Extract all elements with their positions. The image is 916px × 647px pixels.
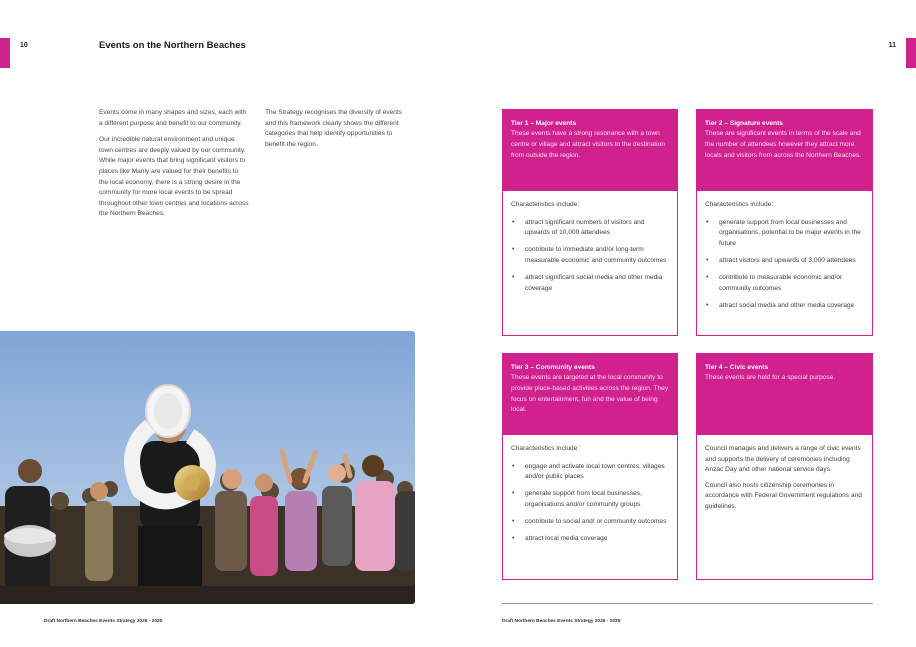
list-item: • attract local media coverage bbox=[511, 534, 669, 545]
intro-paragraph-2: Our incredible natural environment and unique town centres are deeply valued by our community. While major events that bring significant visitors to places like Manly are valued for their benefits to the local economy, there is a strong desire in the community for more local events to be spread throughout other town centres and locations across the Northern Beaches. bbox=[99, 136, 249, 218]
page-title: Events on the Northern Beaches bbox=[99, 40, 246, 51]
tier-2-lead: Characteristics include: bbox=[705, 201, 774, 208]
tier-1-body bbox=[503, 191, 677, 294]
intro-column-1 bbox=[99, 108, 249, 226]
intro-paragraph-1: Events come in many shapes and sizes, each with a different purpose and benefit to our community. bbox=[99, 109, 247, 127]
tier-4-header bbox=[697, 354, 872, 435]
tier-2-card bbox=[696, 109, 873, 336]
page-tab-right bbox=[906, 38, 916, 68]
tier-2-characteristics bbox=[705, 218, 864, 312]
tier-3-header bbox=[503, 354, 677, 435]
list-item: • generate support from local businesses, organisations and/or community groups bbox=[511, 489, 669, 510]
event-photo-band-crowd bbox=[0, 331, 415, 604]
tier-4-card bbox=[696, 353, 873, 580]
list-item: • generate support from local businesses and organisations, potential to be major events in the future bbox=[705, 218, 864, 250]
page-number-left: 10 bbox=[20, 42, 28, 49]
tier-3-characteristics bbox=[511, 462, 669, 545]
tier-1-card bbox=[502, 109, 678, 336]
tier-1-description: These events have a strong resonance with a town centre or village and attract visitors to the destination from outside the region. bbox=[511, 130, 665, 159]
tier-3-body bbox=[503, 435, 677, 545]
tier-3-title: Tier 3 – Community events bbox=[511, 364, 595, 371]
list-item: • attract social media and other media coverage bbox=[705, 301, 864, 312]
list-item: • contribute to social and/ or community outcomes bbox=[511, 517, 669, 528]
tier-1-characteristics bbox=[511, 218, 669, 295]
tier-4-title: Tier 4 – Civic events bbox=[705, 364, 769, 371]
tier-4-body bbox=[697, 435, 872, 513]
tier-3-card bbox=[502, 353, 678, 580]
tier-2-title: Tier 2 – Signature events bbox=[705, 120, 783, 127]
footer-divider bbox=[502, 603, 873, 604]
tier-1-title: Tier 1 – Major events bbox=[511, 120, 577, 127]
tier-1-header bbox=[503, 110, 677, 191]
tier-3-description: These events are targeted at the local community to provide place-based activities across the region. They focus on entertainment, fun and the value of being local. bbox=[511, 374, 669, 414]
page-number-right: 11 bbox=[888, 42, 896, 49]
tier-2-header bbox=[697, 110, 872, 191]
intro-paragraph-3: The Strategy recognises the diversity of events and this framework clearly shows the different categories that help identify opportunities to benefit the region. bbox=[265, 109, 403, 148]
tier-4-paragraph-1: Council manages and delivers a range of civic events and supports the delivery of ceremonies including Anzac Day and other national service days. bbox=[705, 445, 861, 474]
list-item: • attract significant social media and other media coverage bbox=[511, 273, 669, 294]
tier-4-description: These events are held for a special purpose. bbox=[705, 374, 836, 381]
tier-1-lead: Characteristics include: bbox=[511, 201, 580, 208]
tier-2-description: These are significant events in terms of the scale and the number of attendees however they attract more locals and visitors from across the Northern Beaches. bbox=[705, 130, 862, 159]
list-item: • contribute to measurable economic and/or community outcomes bbox=[705, 273, 864, 294]
tier-2-body bbox=[697, 191, 872, 311]
tier-4-paragraph-2: Council also hosts citizenship ceremonies in accordance with Federal Government regulations and guidelines. bbox=[705, 481, 862, 510]
footer-right: Draft Northern Beaches Events Strategy 2026 - 2035 bbox=[502, 619, 621, 624]
list-item: • engage and activate local town centres, villages and/or public places bbox=[511, 462, 669, 483]
page-tab-left bbox=[0, 38, 10, 68]
tier-3-lead: Characteristics include: bbox=[511, 445, 580, 452]
intro-column-2 bbox=[265, 108, 410, 156]
list-item: • contribute to immediate and/or long-term measurable economic and community outcomes bbox=[511, 245, 669, 266]
list-item: • attract visitors and upwards of 3,000 attendees bbox=[705, 256, 864, 267]
list-item: • attract significant numbers of visitors and upwards of 10,000 attendees bbox=[511, 218, 669, 239]
footer-left: Draft Northern Beaches Events Strategy 2026 - 2035 bbox=[44, 619, 163, 624]
